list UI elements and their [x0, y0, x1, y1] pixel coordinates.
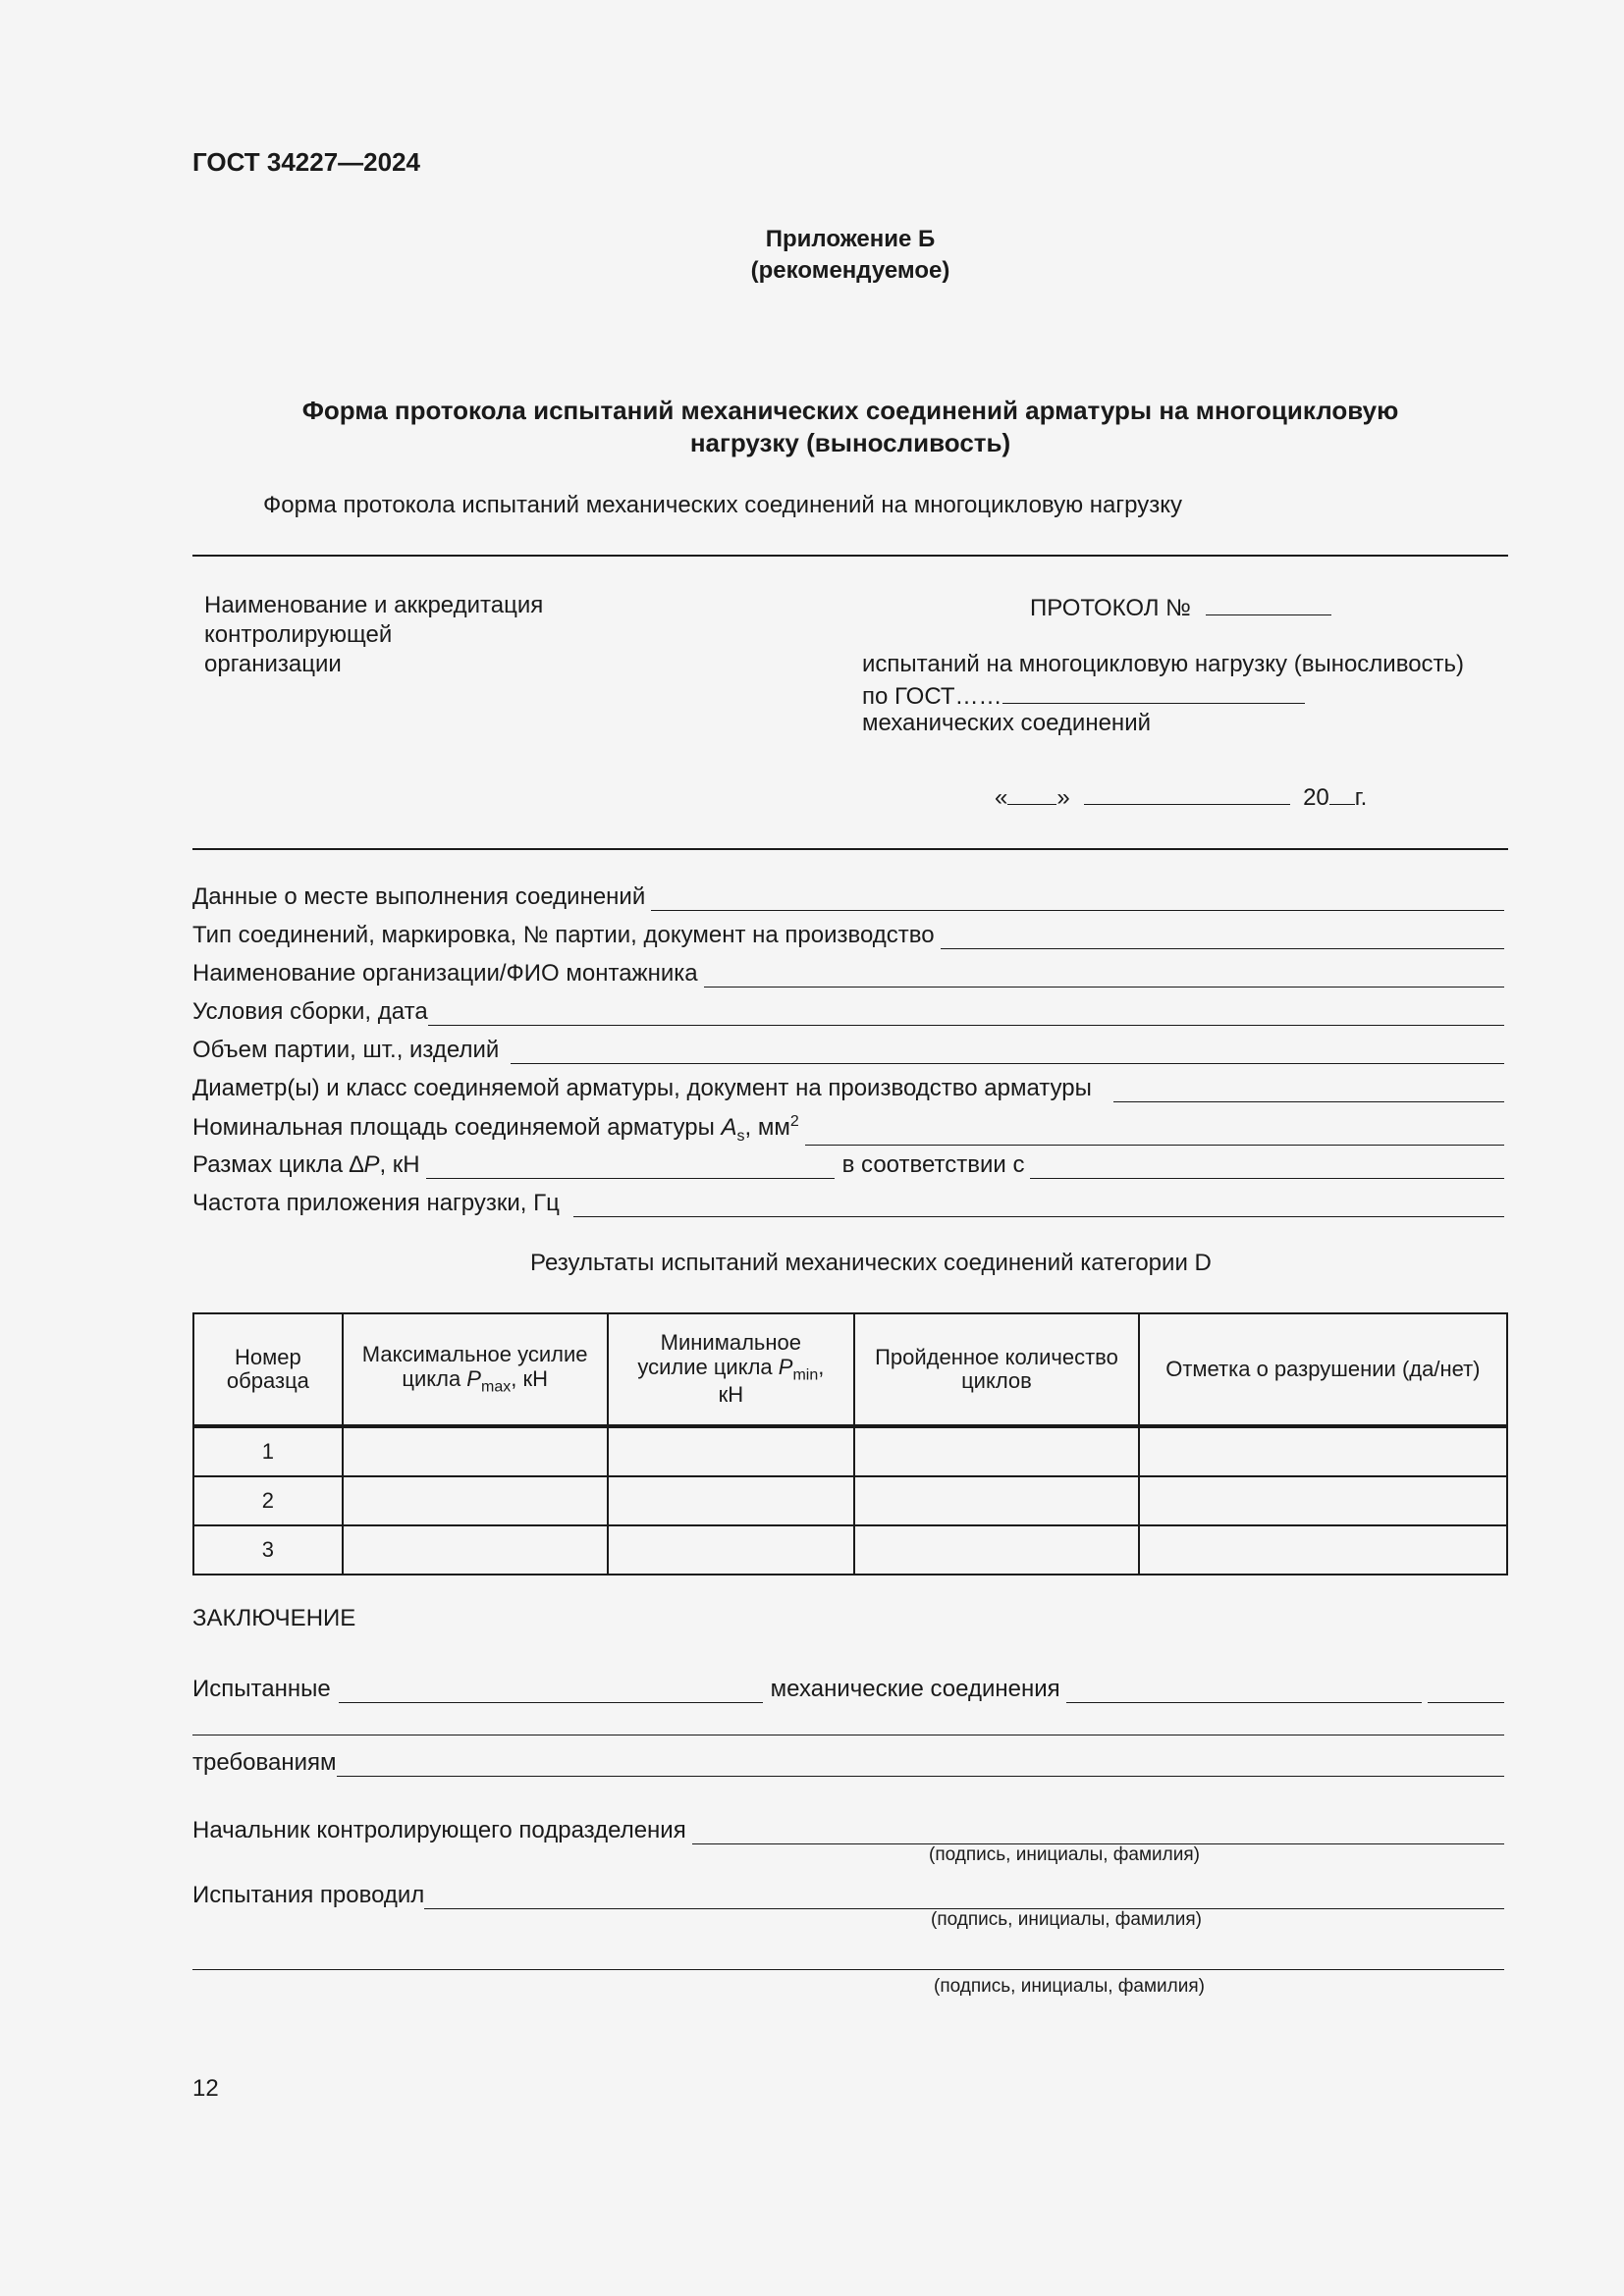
cell-failure-mark[interactable]: [1139, 1427, 1507, 1476]
field-place-line[interactable]: [651, 889, 1504, 911]
signature-tester-caption: (подпись, инициалы, фамилия): [931, 1909, 1202, 1930]
cell-max-force[interactable]: [343, 1427, 608, 1476]
cell-cycles[interactable]: [854, 1525, 1139, 1575]
row-sample-number: 1: [193, 1427, 343, 1476]
row-sample-number: 2: [193, 1476, 343, 1525]
col-cycles: Пройденное количество циклов: [854, 1313, 1139, 1425]
protocol-number-label: ПРОТОКОЛ №: [1030, 595, 1191, 621]
conclusion-requirements-line[interactable]: [337, 1755, 1505, 1777]
row-sample-number: 3: [193, 1525, 343, 1575]
date-day-field[interactable]: [1007, 781, 1056, 805]
date-open-quote: «: [995, 784, 1008, 811]
top-divider: [192, 555, 1508, 557]
org-label-line2: контролирующей: [204, 621, 393, 648]
protocol-number-field[interactable]: [1206, 592, 1331, 615]
signature-head-label: Начальник контролирующего подразделения: [192, 1817, 686, 1843]
page-number: 12: [192, 2075, 219, 2102]
conclusion-tested-line[interactable]: [339, 1682, 763, 1703]
standard-number: ГОСТ 34227—2024: [192, 147, 420, 177]
cell-max-force[interactable]: [343, 1525, 608, 1575]
cell-min-force[interactable]: [608, 1525, 855, 1575]
cell-failure-mark[interactable]: [1139, 1525, 1507, 1575]
field-diameter-line[interactable]: [1113, 1081, 1504, 1102]
appendix-status: (рекомендуемое): [750, 257, 950, 284]
cell-cycles[interactable]: [854, 1427, 1139, 1476]
field-assembly: [192, 998, 1504, 1026]
table-row: [193, 1525, 1507, 1575]
table-row: [193, 1476, 1507, 1525]
col-sample-number: Номер образца: [193, 1313, 343, 1425]
signature-third-caption: (подпись, инициалы, фамилия): [934, 1976, 1205, 1997]
conclusion-tested: [192, 1676, 1504, 1703]
cell-failure-mark[interactable]: [1139, 1476, 1507, 1525]
field-range-label: Размах цикла ∆P, кН: [192, 1151, 420, 1178]
signature-tester: [192, 1882, 1504, 1909]
field-frequency-label: Частота приложения нагрузки, Гц: [192, 1190, 560, 1216]
signature-tester-line[interactable]: [424, 1888, 1504, 1909]
field-area: [192, 1113, 1504, 1146]
conclusion-requirements-label: требованиям: [192, 1749, 337, 1776]
date-year-prefix: 20: [1303, 784, 1329, 811]
conclusion-connections-line[interactable]: [1066, 1682, 1422, 1703]
conclusion-blank: [192, 1714, 1504, 1735]
conclusion-connections-label: механические соединения: [770, 1676, 1060, 1702]
field-place: [192, 883, 1504, 911]
signature-tester-label: Испытания проводил: [192, 1882, 425, 1908]
protocol-gost: [862, 680, 1305, 711]
protocol-number: [1030, 592, 1331, 622]
signature-head-caption: (подпись, инициалы, фамилия): [929, 1844, 1200, 1865]
cell-max-force[interactable]: [343, 1476, 608, 1525]
form-subtitle: Форма протокола испытаний механических соединений на многоцикловую нагрузку: [263, 492, 1183, 518]
cell-min-force[interactable]: [608, 1476, 855, 1525]
field-batch-label: Объем партии, шт., изделий: [192, 1037, 500, 1063]
mid-divider: [192, 848, 1508, 850]
field-org-installer: [192, 960, 1504, 988]
field-range-accordance: в соответствии с: [841, 1151, 1025, 1178]
protocol-line1: испытаний на многоцикловую нагрузку (выносливость): [862, 651, 1465, 677]
field-place-label: Данные о месте выполнения соединений: [192, 883, 646, 910]
org-label-line1: Наименование и аккредитация: [204, 592, 544, 618]
org-label-line3: организации: [204, 651, 342, 677]
protocol-gost-label: по ГОСТ……: [862, 683, 1002, 710]
date-close-quote: »: [1056, 784, 1070, 811]
signature-head: [192, 1817, 1504, 1844]
conclusion-requirements: [192, 1749, 1504, 1777]
conclusion-blank-line[interactable]: [192, 1714, 1504, 1735]
field-area-label: Номинальная площадь соединяемой арматуры $A_s$, $мм^2$: [192, 1113, 799, 1145]
col-min-force: Минимальное усилие цикла $P_{min}$, кН: [608, 1313, 855, 1425]
col-failure-mark: Отметка о разрушении (да/нет): [1139, 1313, 1507, 1425]
signature-head-line[interactable]: [692, 1823, 1504, 1844]
field-range-line[interactable]: [426, 1157, 835, 1179]
protocol-date: [995, 781, 1367, 812]
field-batch: [192, 1037, 1504, 1064]
cell-cycles[interactable]: [854, 1476, 1139, 1525]
conclusion-tested-label: Испытанные: [192, 1676, 331, 1702]
form-title-line1: Форма протокола испытаний механических соединений арматуры на многоцикловую: [301, 396, 1399, 425]
table-row: [193, 1427, 1507, 1476]
field-diameter-label: Диаметр(ы) и класс соединяемой арматуры, документ на производство арматуры: [192, 1075, 1092, 1101]
field-diameter: [192, 1075, 1504, 1102]
field-frequency-line[interactable]: [573, 1196, 1504, 1217]
protocol-line3: механических соединений: [862, 710, 1151, 736]
signature-third-line[interactable]: [192, 1949, 1504, 1970]
field-type: [192, 922, 1504, 949]
protocol-gost-field[interactable]: [1002, 680, 1305, 704]
field-range-accordance-line[interactable]: [1030, 1157, 1504, 1179]
appendix-title: Приложение Б: [765, 226, 936, 252]
field-org-installer-line[interactable]: [704, 966, 1504, 988]
results-table: [192, 1312, 1508, 1575]
date-year-suffix: г.: [1354, 784, 1368, 811]
field-type-line[interactable]: [941, 928, 1504, 949]
conclusion-title: ЗАКЛЮЧЕНИЕ: [192, 1605, 356, 1631]
signature-third: [192, 1949, 1504, 1970]
field-batch-line[interactable]: [511, 1042, 1504, 1064]
field-assembly-label: Условия сборки, дата: [192, 998, 428, 1025]
results-table-header: [193, 1313, 1507, 1425]
field-area-line[interactable]: [805, 1124, 1504, 1146]
field-type-label: Тип соединений, маркировка, № партии, документ на производство: [192, 922, 935, 948]
cell-min-force[interactable]: [608, 1427, 855, 1476]
field-range: [192, 1151, 1504, 1179]
date-month-field[interactable]: [1084, 781, 1290, 805]
results-title: Результаты испытаний механических соединений категории D: [530, 1250, 1212, 1276]
date-year-field[interactable]: [1329, 781, 1355, 805]
form-title-line2: нагрузку (выносливость): [689, 428, 1011, 457]
field-assembly-line[interactable]: [428, 1004, 1504, 1026]
field-frequency: [192, 1190, 1504, 1217]
conclusion-connections-line-2[interactable]: [1428, 1682, 1504, 1703]
col-max-force: Максимальное усилие цикла $P_{max}$, кН: [343, 1313, 608, 1425]
field-org-installer-label: Наименование организации/ФИО монтажника: [192, 960, 698, 987]
